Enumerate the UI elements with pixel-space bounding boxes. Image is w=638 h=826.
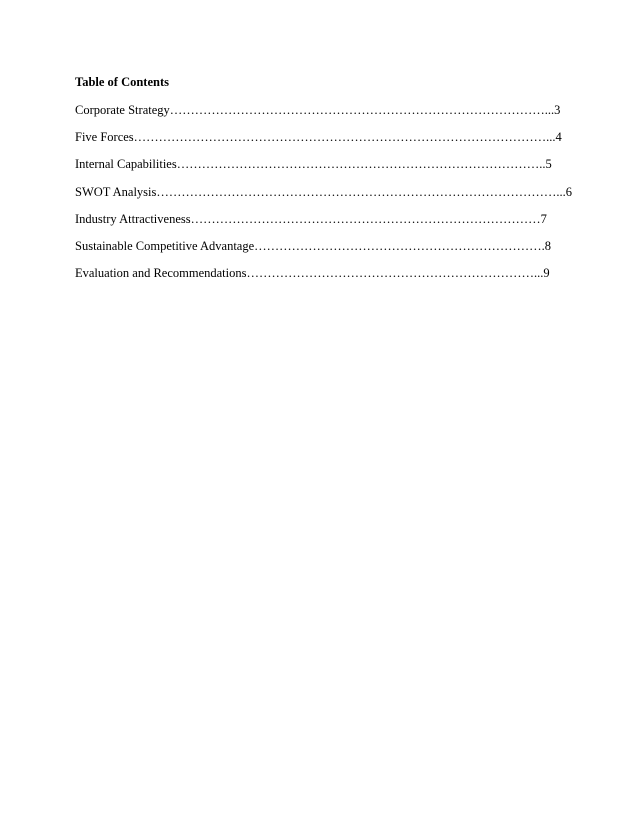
toc-entry-swot-analysis[interactable]: SWOT Analysis……………………………………………………………………………………...6: [75, 184, 572, 199]
toc-entry-internal-capabilities[interactable]: Internal Capabilities……………………………………………………………………………..5: [75, 157, 552, 172]
toc-entry-sustainable-competitive-advantage[interactable]: Sustainable Competitive Advantage…………………………………………………………….8: [75, 238, 552, 253]
toc-entry-evaluation-and-recommendations[interactable]: Evaluation and Recommendations……………………………………………………………...9: [75, 266, 550, 281]
toc-title: Table of Contents: [75, 75, 169, 89]
toc-entry-five-forces[interactable]: Five Forces………………………………………………………………………………………...4: [75, 130, 562, 145]
toc-entry-corporate-strategy[interactable]: Corporate Strategy………………………………………………………………………………...3: [75, 103, 561, 117]
toc-list: [75, 102, 572, 292]
toc-entry-industry-attractiveness[interactable]: Industry Attractiveness…………………………………………………………………………7: [75, 211, 547, 226]
